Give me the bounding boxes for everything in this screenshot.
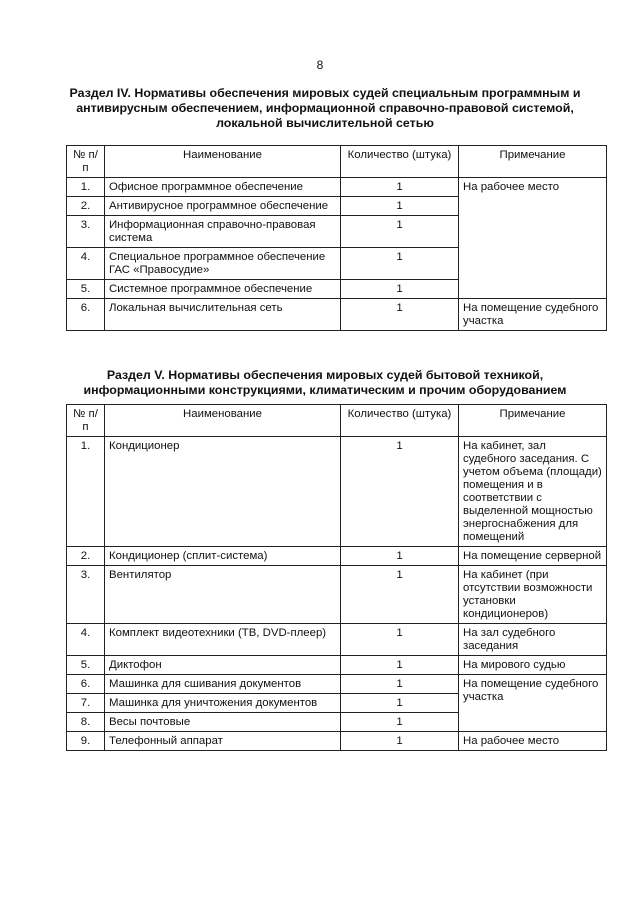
row-qty: 1: [341, 280, 459, 299]
row-note: На кабинет (при отсутствии возможности установки кондиционеров): [459, 566, 607, 624]
row-note: На кабинет, зал судебного заседания. С учетом объема (площади) помещения и в соответствии с выделенной мощностью энергоснабжения для помещений: [459, 437, 607, 547]
header-note: Примечание: [459, 405, 607, 437]
row-name: Локальная вычислительная сеть: [105, 299, 341, 331]
page-number: 8: [316, 58, 324, 72]
row-qty: 1: [341, 694, 459, 713]
row-note: На зал судебного заседания: [459, 624, 607, 656]
header-name: Наименование: [105, 146, 341, 178]
row-name: Вентилятор: [105, 566, 341, 624]
row-name: Кондиционер (сплит-система): [105, 547, 341, 566]
row-qty: 1: [341, 624, 459, 656]
table-row: [67, 437, 607, 547]
row-num: 4.: [67, 248, 105, 280]
table-row: [67, 299, 607, 331]
row-num: 3.: [67, 216, 105, 248]
row-num: 9.: [67, 732, 105, 751]
row-num: 8.: [67, 713, 105, 732]
table-row: [67, 675, 607, 694]
table-row: [67, 624, 607, 656]
header-num: № п/п: [67, 146, 105, 178]
row-name: Диктофон: [105, 656, 341, 675]
row-qty: 1: [341, 656, 459, 675]
row-qty: 1: [341, 675, 459, 694]
row-note: На помещение судебного участка: [459, 675, 607, 732]
row-qty: 1: [341, 197, 459, 216]
row-name: Телефонный аппарат: [105, 732, 341, 751]
header-qty: Количество (штука): [341, 405, 459, 437]
row-name: Кондиционер: [105, 437, 341, 547]
row-num: 5.: [67, 656, 105, 675]
row-name: Машинка для уничтожения документов: [105, 694, 341, 713]
table-row: [67, 732, 607, 751]
row-note: На помещение серверной: [459, 547, 607, 566]
table-row: [67, 178, 607, 197]
table-row: [67, 547, 607, 566]
section-iv-title: Раздел IV. Нормативы обеспечения мировых судей специальным программным и антивирусным обеспечением, информационной справочно-правовой системой, локальной вычислительной сетью: [69, 86, 581, 130]
row-qty: 1: [341, 437, 459, 547]
row-note: На помещение судебного участка: [459, 299, 607, 331]
row-qty: 1: [341, 178, 459, 197]
row-num: 6.: [67, 299, 105, 331]
row-qty: 1: [341, 299, 459, 331]
row-qty: 1: [341, 566, 459, 624]
row-name: Системное программное обеспечение: [105, 280, 341, 299]
header-note: Примечание: [459, 146, 607, 178]
row-num: 6.: [67, 675, 105, 694]
section-v-table: [66, 404, 607, 751]
row-note: На рабочее место: [459, 178, 607, 299]
row-num: 1.: [67, 437, 105, 547]
table-header-row: [67, 405, 607, 437]
header-num: № п/п: [67, 405, 105, 437]
table-header-row: [67, 146, 607, 178]
row-num: 4.: [67, 624, 105, 656]
row-num: 3.: [67, 566, 105, 624]
row-num: 1.: [67, 178, 105, 197]
table-row: [67, 656, 607, 675]
row-qty: 1: [341, 732, 459, 751]
row-num: 2.: [67, 197, 105, 216]
row-num: 7.: [67, 694, 105, 713]
header-name: Наименование: [105, 405, 341, 437]
row-name: Машинка для сшивания документов: [105, 675, 341, 694]
row-num: 2.: [67, 547, 105, 566]
row-name: Весы почтовые: [105, 713, 341, 732]
row-num: 5.: [67, 280, 105, 299]
table-row: [67, 566, 607, 624]
row-note: На мирового судью: [459, 656, 607, 675]
row-name: Комплект видеотехники (ТВ, DVD-плеер): [105, 624, 341, 656]
row-qty: 1: [341, 547, 459, 566]
row-name: Специальное программное обеспечение ГАС «Правосудие»: [105, 248, 341, 280]
row-name: Офисное программное обеспечение: [105, 178, 341, 197]
row-qty: 1: [341, 713, 459, 732]
row-qty: 1: [341, 248, 459, 280]
row-name: Антивирусное программное обеспечение: [105, 197, 341, 216]
section-v-title: Раздел V. Нормативы обеспечения мировых судей бытовой техникой, информационными конструкциями, климатическим и прочим оборудованием: [83, 368, 567, 397]
row-qty: 1: [341, 216, 459, 248]
section-iv-table: [66, 145, 607, 331]
row-name: Информационная справочно-правовая система: [105, 216, 341, 248]
header-qty: Количество (штука): [341, 146, 459, 178]
row-note: На рабочее место: [459, 732, 607, 751]
